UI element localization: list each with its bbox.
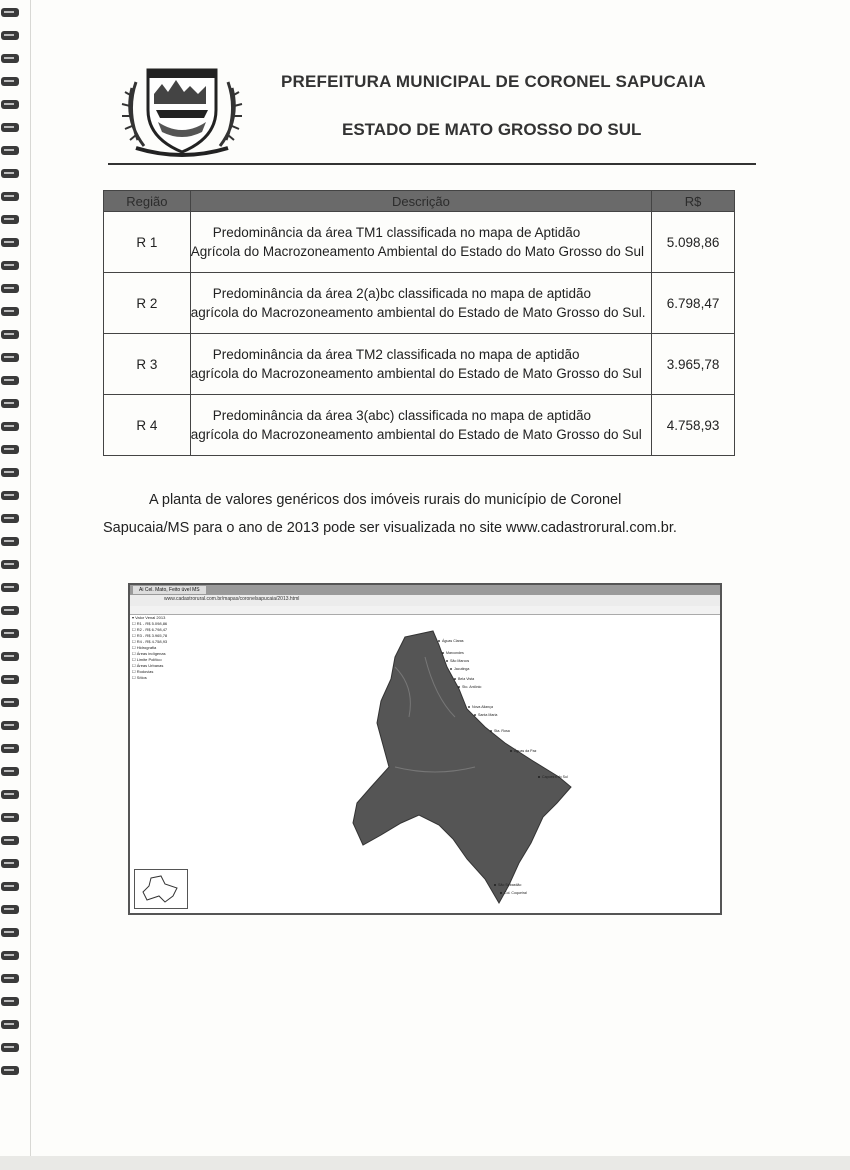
spiral-binding (0, 0, 30, 1170)
municipality-label: Sta. Rosa (494, 729, 510, 734)
municipality-label: Capoeira do Sul (542, 775, 568, 780)
municipality-label: Santa Maria (478, 713, 498, 718)
municipality-dot (468, 706, 470, 708)
coil-highlight (4, 563, 14, 565)
municipality-dot (490, 730, 492, 732)
coil-highlight (4, 333, 14, 335)
land-values-table (103, 190, 735, 456)
coil-highlight (4, 885, 14, 887)
coil-highlight (4, 149, 14, 151)
layer-item: ▾ Valor Venal 2013 (132, 615, 166, 620)
coil-highlight (4, 11, 14, 13)
coil-highlight (4, 310, 14, 312)
coil-highlight (4, 57, 14, 59)
column-header-region: Região (104, 191, 191, 212)
paragraph-line: Sapucaia/MS para o ano de 2013 pode ser visualizada no site www.cadastrorural.com.br. (103, 520, 677, 536)
municipality-title: PREFEITURA MUNICIPAL DE CORONEL SAPUCAIA (281, 72, 706, 91)
coil-highlight (4, 977, 14, 979)
municipality-dot (438, 640, 440, 642)
layer-item: ☐ Hidrografia (132, 645, 157, 650)
coil-highlight (4, 126, 14, 128)
coil-highlight (4, 954, 14, 956)
description-first-line: Predominância da área 2(a)bc classificada no mapa de aptidão (212, 285, 592, 301)
coil-highlight (4, 80, 14, 82)
coil-highlight (4, 655, 14, 657)
map-toolbar (130, 606, 720, 615)
page-edge (30, 0, 31, 1170)
description-cell (190, 395, 651, 456)
municipality-label: Nova Aliança (472, 705, 493, 710)
municipality-label: Águas da Paz (514, 749, 537, 754)
description-first-line: Predominância da área TM2 classificada no mapa de aptidão (212, 346, 580, 362)
minimap-shape-icon (135, 870, 187, 908)
description-cell (190, 212, 651, 273)
layer-item: ☐ R4 - R$ 4.758,93 (132, 639, 168, 644)
municipality-dot (446, 660, 448, 662)
map-screenshot (128, 583, 722, 915)
coil-highlight (4, 908, 14, 910)
value-cell: 4.758,93 (652, 395, 735, 456)
coil-highlight (4, 1069, 14, 1071)
municipal-crest-icon (118, 60, 246, 158)
municipality-dot (538, 776, 540, 778)
coil-highlight (4, 1046, 14, 1048)
municipality-dot (454, 678, 456, 680)
value-cell: 3.965,78 (652, 334, 735, 395)
municipality-label: Marcondes (446, 651, 464, 656)
coil-highlight (4, 678, 14, 680)
coil-highlight (4, 218, 14, 220)
municipality-label: Jacutinga (454, 667, 470, 672)
coil-highlight (4, 701, 14, 703)
coil-highlight (4, 494, 14, 496)
coil-highlight (4, 172, 14, 174)
layer-item: ☐ R3 - R$ 3.965,78 (132, 633, 168, 638)
layer-item: ☐ R1 - R$ 5.098,86 (132, 621, 168, 626)
description-rest: agrícola do Macrozoneamento ambiental do Estado de Mato Grosso do Sul (190, 427, 642, 442)
coil-highlight (4, 770, 14, 772)
value-cell: 6.798,47 (652, 273, 735, 334)
description-cell (190, 273, 651, 334)
browser-titlebar (130, 585, 720, 595)
coil-highlight (4, 425, 14, 427)
municipality-dot (450, 668, 452, 670)
layer-item: ☐ Sítios (132, 675, 147, 680)
coil-highlight (4, 448, 14, 450)
municipality-label: São Sebastião (498, 883, 522, 888)
letterhead (108, 58, 756, 168)
municipality-label: Sto. Antônio (462, 685, 482, 690)
coil-highlight (4, 1023, 14, 1025)
description-first-line: Predominância da área TM1 classificada no mapa de Aptidão (212, 224, 581, 240)
header-divider (108, 163, 756, 165)
municipality-label: Bela Vista (458, 677, 475, 682)
layer-item: ☐ Rodovias (132, 669, 154, 674)
table-row (104, 395, 735, 456)
coil-highlight (4, 839, 14, 841)
coil-highlight (4, 540, 14, 542)
coil-highlight (4, 356, 14, 358)
municipality-label: Águas Claras (442, 639, 464, 644)
municipality-label: Col. Coqueiral (504, 891, 527, 896)
description-rest: agrícola do Macrozoneamento ambiental do Estado de Mato Grosso do Sul. (190, 305, 646, 320)
coil-highlight (4, 816, 14, 818)
table-row (104, 273, 735, 334)
column-header-value: R$ (652, 191, 735, 212)
layer-item: ☐ Limite Político (132, 657, 162, 662)
layer-item: ☐ Áreas Urbanas (132, 663, 164, 668)
value-cell: 5.098,86 (652, 212, 735, 273)
state-title: ESTADO DE MATO GROSSO DO SUL (342, 120, 642, 139)
coil-highlight (4, 724, 14, 726)
municipality-dot (510, 750, 512, 752)
municipality-dot (442, 652, 444, 654)
coil-highlight (4, 862, 14, 864)
region-cell: R 2 (104, 273, 191, 334)
coil-highlight (4, 517, 14, 519)
coil-highlight (4, 402, 14, 404)
info-paragraph (103, 486, 728, 542)
coil-highlight (4, 1000, 14, 1002)
municipality-dot (494, 884, 496, 886)
coil-highlight (4, 264, 14, 266)
scan-bottom-edge (0, 1156, 850, 1170)
table-row (104, 212, 735, 273)
browser-url: www.cadastrorural.com.br/mapas/coronelsapucaia/2013.html (164, 596, 300, 602)
overview-minimap (134, 869, 188, 909)
coil-highlight (4, 471, 14, 473)
region-cell: R 1 (104, 212, 191, 273)
table-header-row (104, 191, 735, 212)
coil-highlight (4, 34, 14, 36)
municipality-label: São Marcos (450, 659, 470, 664)
layer-item: ☐ R2 - R$ 6.798,47 (132, 627, 168, 632)
layer-list (132, 615, 172, 735)
coil-highlight (4, 379, 14, 381)
coil-highlight (4, 287, 14, 289)
description-rest: agrícola do Macrozoneamento ambiental do Estado de Mato Grosso do Sul (190, 366, 642, 381)
table-row (104, 334, 735, 395)
description-rest: Agrícola do Macrozoneamento Ambiental do Estado do Mato Grosso do Sul (190, 244, 645, 259)
coil-highlight (4, 609, 14, 611)
region-cell: R 3 (104, 334, 191, 395)
coil-highlight (4, 195, 14, 197)
coil-highlight (4, 586, 14, 588)
column-header-description: Descrição (190, 191, 651, 212)
description-cell (190, 334, 651, 395)
municipality-map (335, 627, 595, 907)
municipality-dot (474, 714, 476, 716)
coil-highlight (4, 241, 14, 243)
coil-highlight (4, 103, 14, 105)
coil-highlight (4, 931, 14, 933)
coil-highlight (4, 793, 14, 795)
municipality-dot (458, 686, 460, 688)
description-first-line: Predominância da área 3(abc) classificada no mapa de aptidão (212, 407, 592, 423)
coil-highlight (4, 632, 14, 634)
coil-highlight (4, 747, 14, 749)
municipality-dot (500, 892, 502, 894)
paragraph-line: A planta de valores genéricos dos imóveis rurais do município de Coronel (149, 492, 622, 508)
region-cell: R 4 (104, 395, 191, 456)
browser-tab: Ai Cel. Mato, Feito úvel MS (133, 586, 206, 594)
layer-item: ☐ Áreas indígenas (132, 651, 166, 656)
